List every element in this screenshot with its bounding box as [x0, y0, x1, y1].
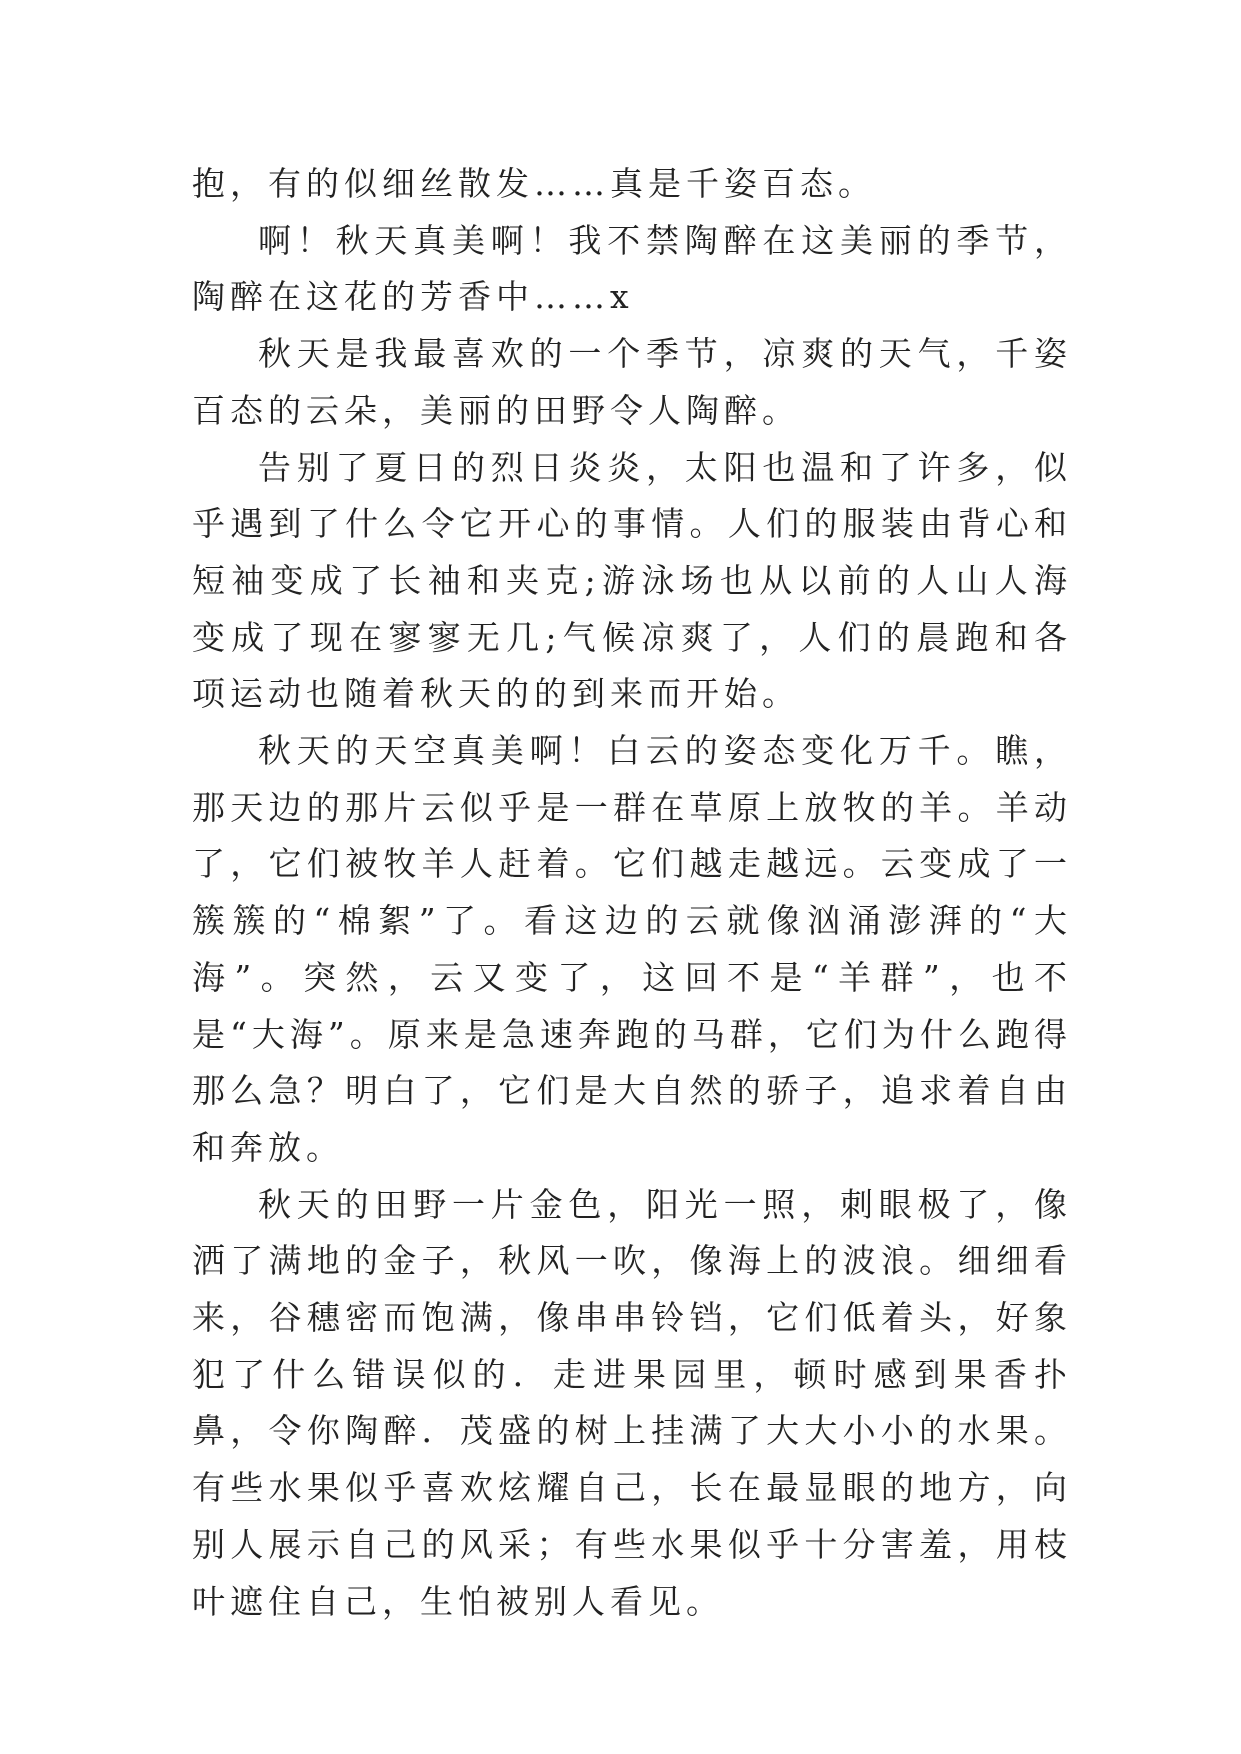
- paragraph: 秋天的田野一片金色，阳光一照，刺眼极了，像洒了满地的金子，秋风一吹，像海上的波浪。细细看来，谷穗密而饱满，像串串铃铛，它们低着头，好象犯了什么错误似的．走进果园里，顿时感到果香扑鼻，令你陶醉．茂盛的树上挂满了大大小小的水果。有些水果似乎喜欢炫耀自己，长在最显眼的地方，向别人展示自己的风采；有些水果似乎十分害羞，用枝叶遮住自己，生怕被别人看见。: [192, 1184, 1072, 1621]
- document-body: [192, 156, 1072, 1630]
- paragraph-continuation: 抱，有的似细丝散发……真是千姿百态。: [192, 164, 876, 203]
- paragraph: 秋天的天空真美啊！白云的姿态变化万千。瞧，那天边的那片云似乎是一群在草原上放牧的羊。羊动了，它们被牧羊人赶着。它们越走越远。云变成了一簇簇的“棉絮”了。看这边的云就像汹涌澎湃的“大海”。突然，云又变了，这回不是“羊群”，也不是“大海”。原来是急速奔跑的马群，它们为什么跑得那么急？明白了，它们是大自然的骄子，追求着自由和奔放。: [192, 731, 1072, 1167]
- paragraph: 啊！秋天真美啊！我不禁陶醉在这美丽的季节，陶醉在这花的芳香中……x: [192, 220, 1072, 317]
- paragraph: 秋天是我最喜欢的一个季节，凉爽的天气，千姿百态的云朵，美丽的田野令人陶醉。: [192, 334, 1072, 430]
- paragraph: 告别了夏日的烈日炎炎，太阳也温和了许多，似乎遇到了什么令它开心的事情。人们的服装由背心和短袖变成了长袖和夹克;游泳场也从以前的人山人海变成了现在寥寥无几;气候凉爽了，人们的晨跑和各项运动也随着秋天的的到来而开始。: [192, 447, 1072, 714]
